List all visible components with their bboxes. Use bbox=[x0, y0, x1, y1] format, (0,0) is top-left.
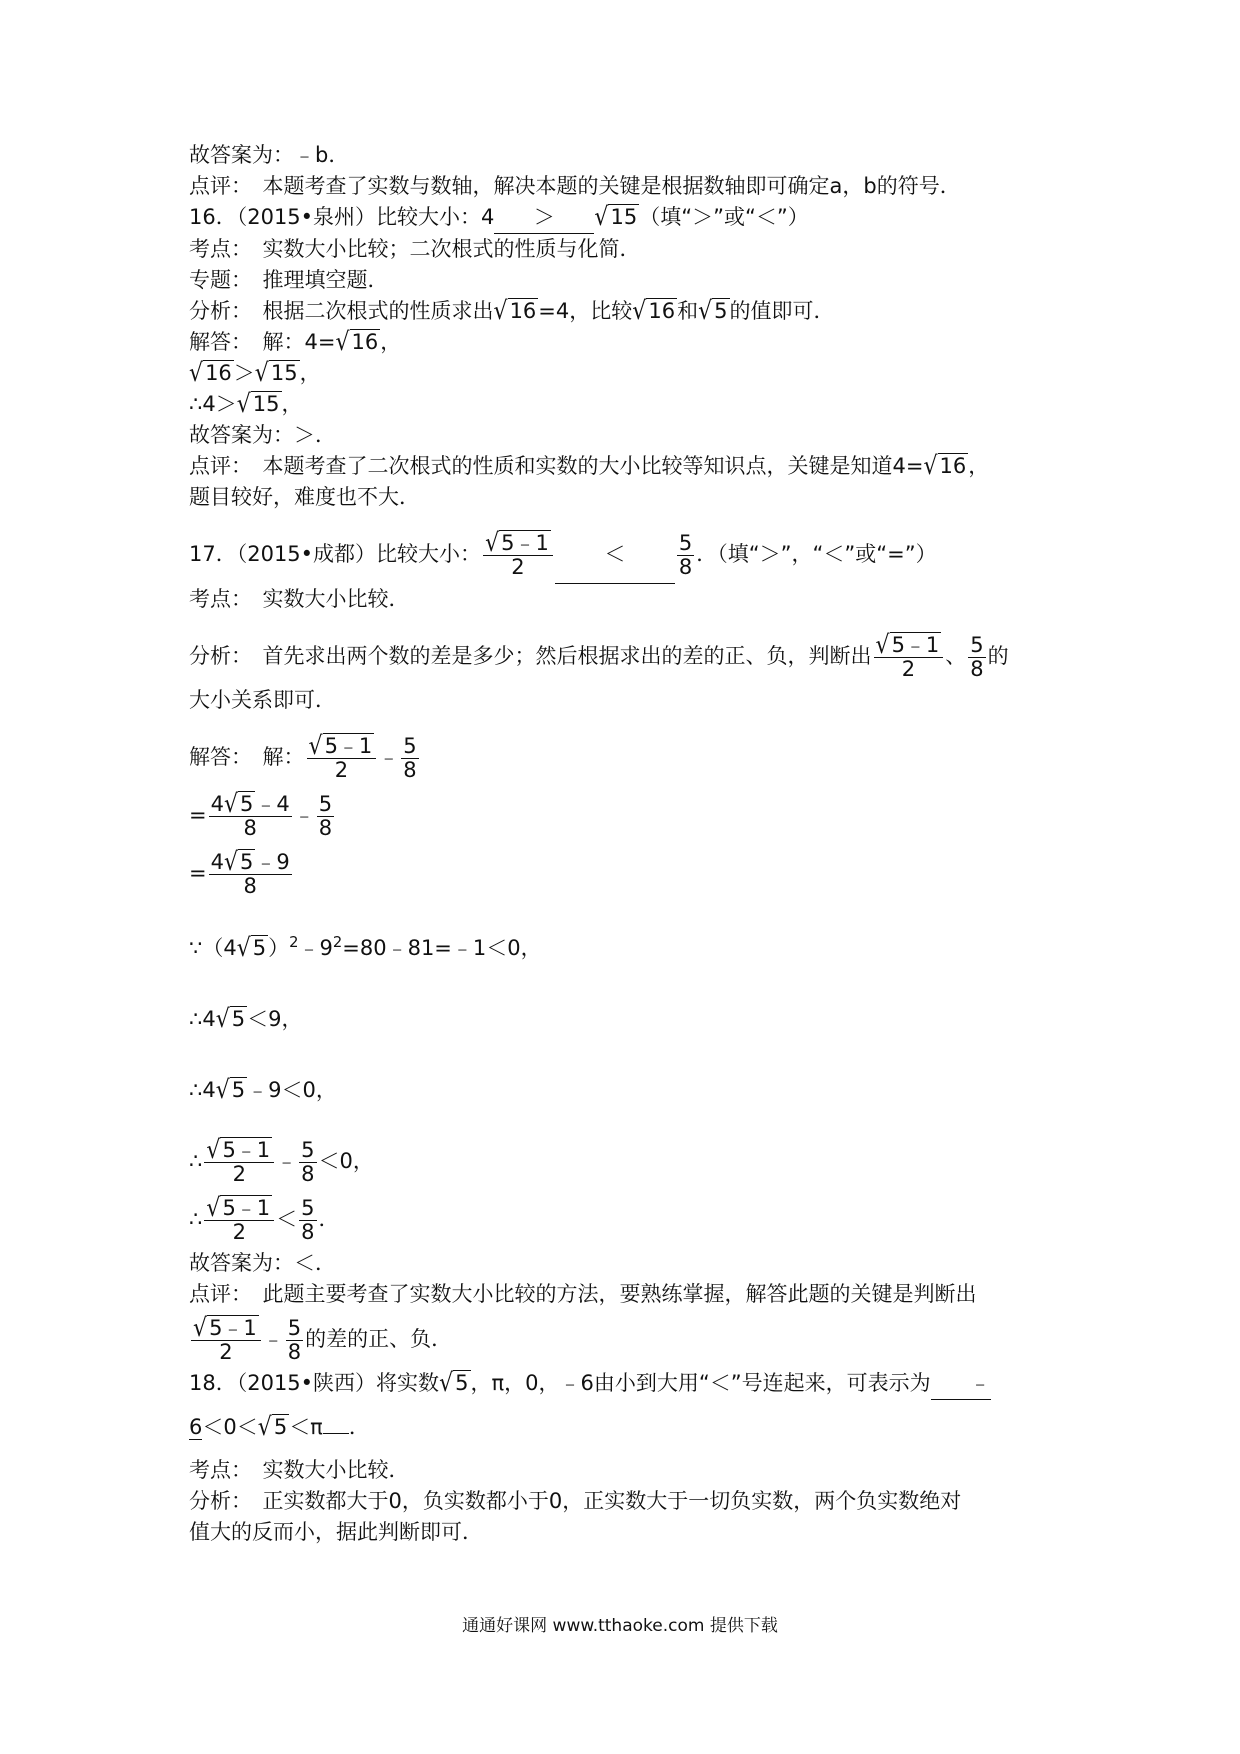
question-18-answer-cont: 6＜0＜√5＜π ． bbox=[189, 1413, 370, 1442]
q16-answer-blank: ＞ bbox=[494, 202, 594, 234]
sqrt-5: √5 bbox=[236, 934, 267, 963]
q16-step-3: ∴4＞√15， bbox=[189, 390, 303, 419]
q16-dianping: 点评： 本题考查了二次根式的性质和实数的大小比较等知识点，关键是知道4=√16， bbox=[189, 452, 990, 481]
page-footer: 通通好课网 www.tthaoke.com 提供下载 bbox=[462, 1616, 778, 1636]
document-body bbox=[189, 140, 1069, 1548]
fraction-sqrt5-minus1-over2: $\frac{√5﹣1}{2}$ bbox=[191, 1317, 261, 1363]
sqrt-16: √16 bbox=[632, 297, 676, 326]
q16-kaodian: 考点： 实数大小比较；二次根式的性质与化简． bbox=[189, 237, 641, 261]
fraction-5-over-8: $\frac{5}{8}$ bbox=[678, 531, 693, 579]
q18-fenxi-2: 值大的反而小，据此判断即可． bbox=[189, 1520, 483, 1544]
sqrt-16: √16 bbox=[493, 297, 537, 326]
q16-zhuanti: 专题： 推理填空题． bbox=[189, 268, 389, 292]
q17-therefore-1: ∴4√5＜9， bbox=[189, 990, 1069, 1049]
fraction-5-over-8: $\frac{5}{8}$ bbox=[403, 734, 417, 782]
fraction-sqrt5-minus1-over2: $\frac{√5﹣1}{2}$ bbox=[204, 1139, 274, 1185]
q17-therefore-2: ∴4√5﹣9＜0， bbox=[189, 1061, 1069, 1120]
q16-suffix: （填“＞”或“＜”） bbox=[639, 205, 809, 229]
fraction-sqrt5-minus1-over2: $\frac{√5﹣1}{2}$ bbox=[204, 1197, 274, 1243]
question-17: 17．（2015•成都）比较大小： $\frac{√5﹣1}{2}$ ＜ $\frac{5}{8}$ ．（填“＞”，“＜”或“=”） bbox=[189, 525, 1069, 584]
q18-answer-blank-end bbox=[323, 1433, 349, 1434]
q16-prefix: 16．（2015•泉州）比较大小：4 bbox=[189, 205, 495, 229]
fraction-5-over-8: $\frac{5}{8}$ bbox=[318, 792, 333, 840]
q16-answer: 故答案为：＞． bbox=[189, 423, 336, 447]
q18-answer-blank: ﹣ bbox=[931, 1368, 991, 1400]
sqrt-5: √5 bbox=[215, 1076, 246, 1105]
q17-fenxi: 分析： 首先求出两个数的差是多少；然后根据求出的差的正、负，判断出 $\frac{√5﹣1}{2}$ 、 $\frac{5}{8}$ 的 bbox=[189, 631, 1009, 682]
fraction-5-over-8: $\frac{5}{8}$ bbox=[287, 1316, 302, 1364]
sqrt-5: √5 bbox=[215, 1005, 246, 1034]
sqrt-5: √5 bbox=[698, 297, 728, 326]
q17-jieda: 解答： 解： $\frac{√5﹣1}{2}$ ﹣ $\frac{5}{8}$ bbox=[189, 732, 417, 783]
q17-dianping: 点评： 此题主要考查了实数大小比较的方法，要熟练掌握，解答此题的关键是判断出 bbox=[189, 1282, 977, 1306]
q17-because: $\because(4√5)^2﹣9^2=80﹣81=﹣1<0$， bbox=[189, 914, 1069, 978]
fraction-5-over-8: $\frac{5}{8}$ bbox=[301, 1196, 315, 1244]
question-16 bbox=[189, 202, 1069, 234]
sqrt-16: √16 bbox=[923, 452, 967, 481]
question-18: 18．（2015•陕西）将实数√5，π，0，﹣6由小到大用“＜”号连起来，可表示为 ﹣ bbox=[189, 1368, 1069, 1400]
sqrt-15: √15 bbox=[254, 359, 298, 388]
fraction-4sqrt5-minus4-over8: $\frac{4√5﹣4}{8}$ bbox=[210, 790, 290, 841]
q17-therefore-3: ∴ $\frac{√5﹣1}{2}$ ﹣ $\frac{5}{8}$ ＜0， bbox=[189, 1136, 374, 1187]
sqrt-5: √5 bbox=[439, 1369, 469, 1398]
comment-line-15: 点评： 本题考查了实数与数轴，解决本题的关键是根据数轴即可确定a，b的符号． bbox=[189, 174, 961, 198]
q17-therefore-4: ∴ $\frac{√5﹣1}{2}$ ＜ $\frac{5}{8}$ ． bbox=[189, 1194, 340, 1245]
q16-jieda: 解答： 解：4=√16， bbox=[189, 328, 402, 357]
q16-fenxi: 分析： 根据二次根式的性质求出√16=4，比较√16和√5的值即可． bbox=[189, 297, 835, 326]
q17-answer: 故答案为：＜． bbox=[189, 1251, 336, 1275]
q17-step-2: = $\frac{4√5﹣9}{8}$ bbox=[189, 848, 290, 899]
sqrt-15: √15 bbox=[594, 203, 638, 232]
fraction-5-over-8: $\frac{5}{8}$ bbox=[301, 1138, 315, 1186]
q18-fenxi: 分析： 正实数都大于0，负实数都小于0，正实数大于一切负实数，两个负实数绝对 bbox=[189, 1489, 962, 1513]
q17-answer-blank: ＜ bbox=[555, 525, 675, 584]
fraction-4sqrt5-minus9-over8: $\frac{4√5﹣9}{8}$ bbox=[210, 848, 290, 899]
fraction-5-over-8: $\frac{5}{8}$ bbox=[970, 633, 984, 681]
q17-kaodian: 考点： 实数大小比较． bbox=[189, 587, 410, 611]
sqrt-16: √16 bbox=[335, 328, 379, 357]
q16-dianping-2: 题目较好，难度也不大． bbox=[189, 485, 420, 509]
fraction-sqrt5-minus1-over2: $\frac{√5﹣1}{2}$ bbox=[874, 634, 944, 680]
fraction-sqrt5-minus1-over2: $\frac{√5﹣1}{2}$ bbox=[307, 735, 377, 781]
sqrt-16: √16 bbox=[189, 359, 232, 388]
sqrt-15: √15 bbox=[236, 390, 280, 419]
sqrt-5: √5 bbox=[257, 1413, 288, 1442]
q18-kaodian: 考点： 实数大小比较． bbox=[189, 1458, 410, 1482]
q17-fenxi-2: 大小关系即可． bbox=[189, 688, 336, 712]
q16-step-2: √16＞√15， bbox=[189, 359, 321, 388]
q17-step-1: = $\frac{4√5﹣4}{8}$ ﹣ $\frac{5}{8}$ bbox=[189, 790, 333, 841]
q17-dianping-2: $\frac{√5﹣1}{2}$ ﹣ $\frac{5}{8}$ 的差的正、负． bbox=[193, 1314, 453, 1365]
fraction-sqrt5-minus1-over2: $\frac{√5﹣1}{2}$ bbox=[483, 532, 553, 578]
answer-line-15: 故答案为：﹣b． bbox=[189, 143, 350, 167]
